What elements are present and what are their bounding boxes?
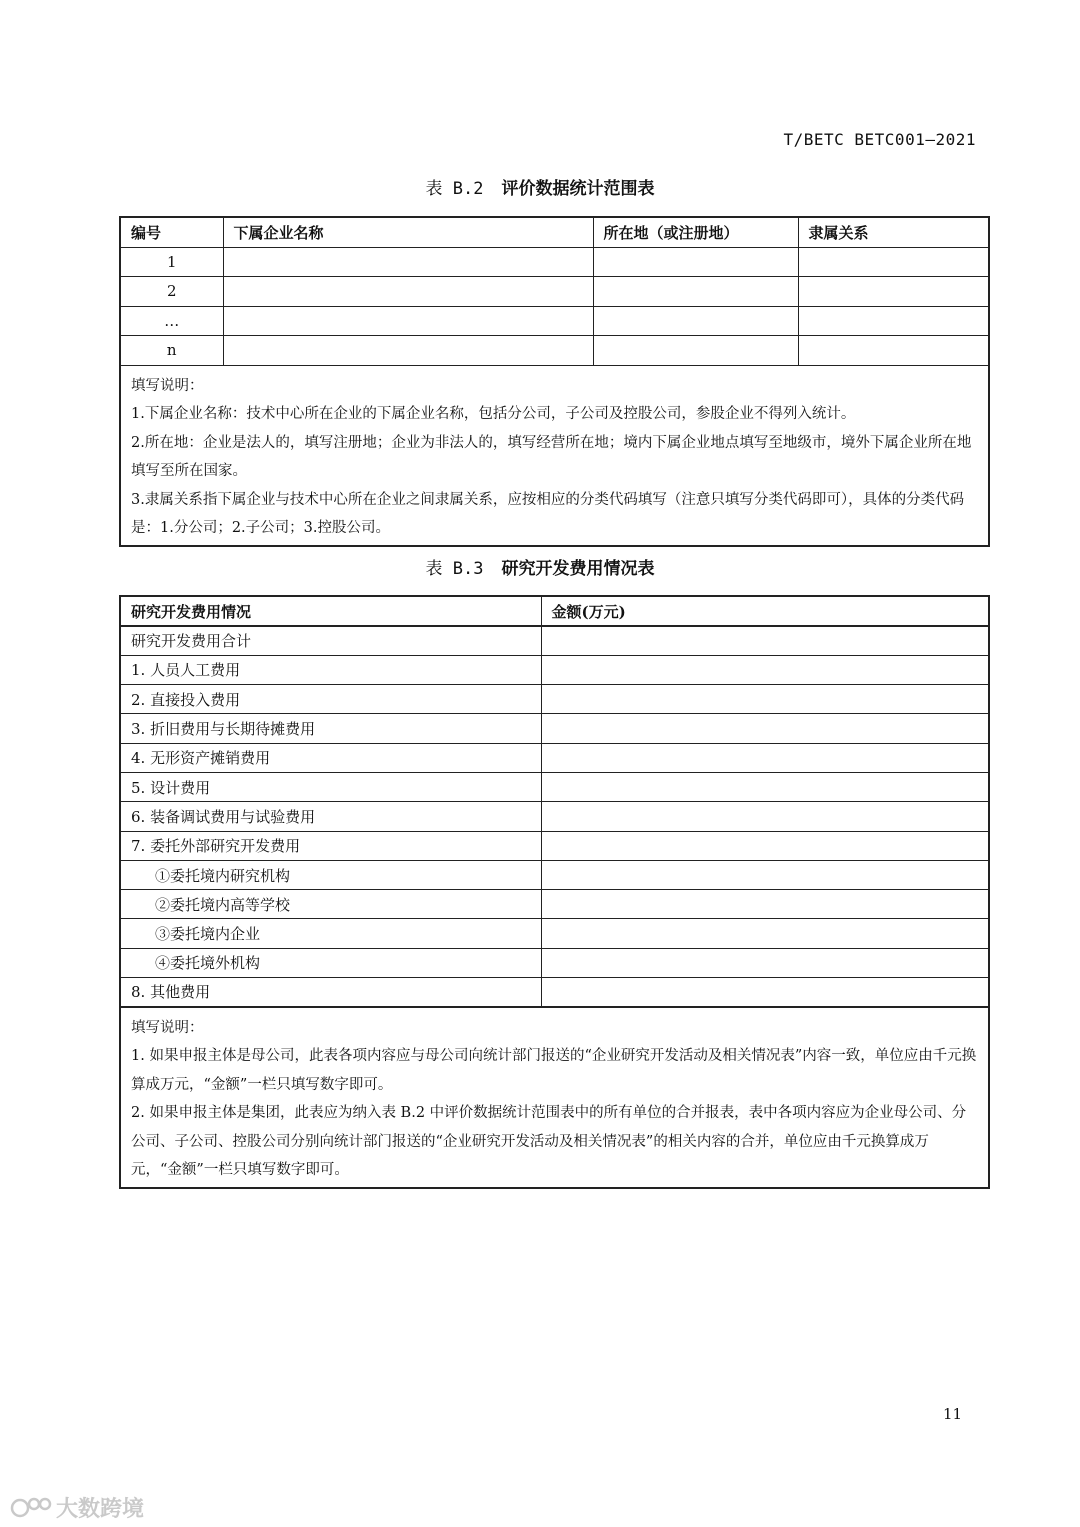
location-cell[interactable] (593, 336, 798, 366)
table-b3-notes (120, 1007, 989, 1188)
location-cell[interactable] (593, 306, 798, 336)
table-b2-number: 表 B.2 (425, 179, 484, 199)
notes-title: 填写说明： (131, 377, 204, 394)
row-number: 2 (120, 277, 223, 307)
table-row (120, 685, 989, 714)
table-row (120, 948, 989, 977)
row-number: n (120, 336, 223, 366)
note-item: 3.隶属关系指下属企业与技术中心所在企业之间隶属关系，应按相应的分类代码填写（注意只填写分类代码即可），具体的分类代码是：1.分公司；2.子公司；3.控股公司。 (131, 491, 965, 536)
amount-cell[interactable] (541, 860, 989, 889)
expense-item-label: 2. 直接投入费用 (120, 685, 541, 714)
expense-item-label: 5. 设计费用 (120, 772, 541, 801)
amount-cell[interactable] (541, 831, 989, 860)
subsidiary-name-cell[interactable] (223, 277, 593, 307)
table-b3-title-text: 研究开发费用情况表 (501, 559, 655, 579)
amount-cell[interactable] (541, 978, 989, 1007)
column-header-rd-expense: 研究开发费用情况 (120, 596, 541, 626)
document-code: T/BETC BETC001—2021 (783, 130, 976, 149)
table-header-row (120, 596, 989, 626)
column-header-location: 所在地（或注册地） (593, 217, 798, 247)
column-header-affiliation: 隶属关系 (798, 217, 989, 247)
expense-item-label: 8. 其他费用 (120, 978, 541, 1007)
note-item: 2. 如果申报主体是集团，此表应为纳入表 B.2 中评价数据统计范围表中的所有单位的合并报表，表中各项内容应为企业母公司、分公司、子公司、控股公司分别向统计部门报送的“企业研究开发活动及相关情况表”的相关内容的合并，单位应由千元换算成万元，“金额”一栏只填写数字即可。 (131, 1105, 967, 1179)
table-b2-notes (120, 365, 989, 546)
subsidiary-name-cell[interactable] (223, 247, 593, 277)
column-header-number: 编号 (120, 217, 223, 247)
column-header-subsidiary-name: 下属企业名称 (223, 217, 593, 247)
affiliation-cell[interactable] (798, 277, 989, 307)
expense-item-label: 1. 人员人工费用 (120, 655, 541, 684)
notes-row (120, 1007, 989, 1188)
table-row (120, 336, 989, 366)
expense-item-label: 研究开发费用合计 (120, 626, 541, 655)
table-row (120, 772, 989, 801)
notes-title: 填写说明： (131, 1019, 204, 1036)
table-row (120, 247, 989, 277)
affiliation-cell[interactable] (798, 247, 989, 277)
amount-cell[interactable] (541, 626, 989, 655)
table-row (120, 714, 989, 743)
amount-cell[interactable] (541, 743, 989, 772)
affiliation-cell[interactable] (798, 306, 989, 336)
table-row (120, 626, 989, 655)
table-b2 (119, 216, 990, 547)
affiliation-cell[interactable] (798, 336, 989, 366)
table-b2-title (0, 174, 1080, 199)
expense-item-label: 4. 无形资产摊销费用 (120, 743, 541, 772)
amount-cell[interactable] (541, 772, 989, 801)
amount-cell[interactable] (541, 685, 989, 714)
expense-sub-item-label: ③委托境内企业 (120, 919, 541, 948)
table-row (120, 831, 989, 860)
table-b3-title (0, 554, 1080, 579)
table-b2-title-text: 评价数据统计范围表 (501, 179, 655, 199)
table-row (120, 306, 989, 336)
amount-cell[interactable] (541, 655, 989, 684)
table-row (120, 277, 989, 307)
table-row (120, 860, 989, 889)
notes-row (120, 365, 989, 546)
location-cell[interactable] (593, 247, 798, 277)
watermark-logo-icon (10, 1495, 52, 1521)
page-number: 11 (943, 1405, 963, 1423)
table-b3 (119, 595, 990, 1189)
table-row (120, 890, 989, 919)
subsidiary-name-cell[interactable] (223, 306, 593, 336)
table-row (120, 802, 989, 831)
row-number: 1 (120, 247, 223, 277)
amount-cell[interactable] (541, 948, 989, 977)
table-b3-number: 表 B.3 (425, 559, 484, 579)
table-row (120, 743, 989, 772)
note-item: 1.下属企业名称：技术中心所在企业的下属企业名称，包括分公司，子公司及控股公司，参股企业不得列入统计。 (131, 406, 856, 422)
expense-sub-item-label: ①委托境内研究机构 (120, 860, 541, 889)
subsidiary-name-cell[interactable] (223, 336, 593, 366)
watermark-text: 大数跨境 (56, 1497, 145, 1522)
expense-item-label: 6. 装备调试费用与试验费用 (120, 802, 541, 831)
table-header-row (120, 217, 989, 247)
row-number: … (120, 306, 223, 336)
watermark (10, 1492, 144, 1523)
amount-cell[interactable] (541, 802, 989, 831)
amount-cell[interactable] (541, 890, 989, 919)
note-item: 1. 如果申报主体是母公司，此表各项内容应与母公司向统计部门报送的“企业研究开发活动及相关情况表”内容一致，单位应由千元换算成万元，“金额”一栏只填写数字即可。 (131, 1048, 977, 1093)
table-row (120, 978, 989, 1007)
expense-item-label: 3. 折旧费用与长期待摊费用 (120, 714, 541, 743)
table-row (120, 919, 989, 948)
expense-sub-item-label: ④委托境外机构 (120, 948, 541, 977)
column-header-amount: 金额(万元) (541, 596, 989, 626)
location-cell[interactable] (593, 277, 798, 307)
note-item: 2.所在地：企业是法人的，填写注册地；企业为非法人的，填写经营所在地；境内下属企业地点填写至地级市，境外下属企业所在地填写至所在国家。 (131, 434, 972, 479)
expense-sub-item-label: ②委托境内高等学校 (120, 890, 541, 919)
expense-item-label: 7. 委托外部研究开发费用 (120, 831, 541, 860)
amount-cell[interactable] (541, 919, 989, 948)
table-row (120, 655, 989, 684)
amount-cell[interactable] (541, 714, 989, 743)
